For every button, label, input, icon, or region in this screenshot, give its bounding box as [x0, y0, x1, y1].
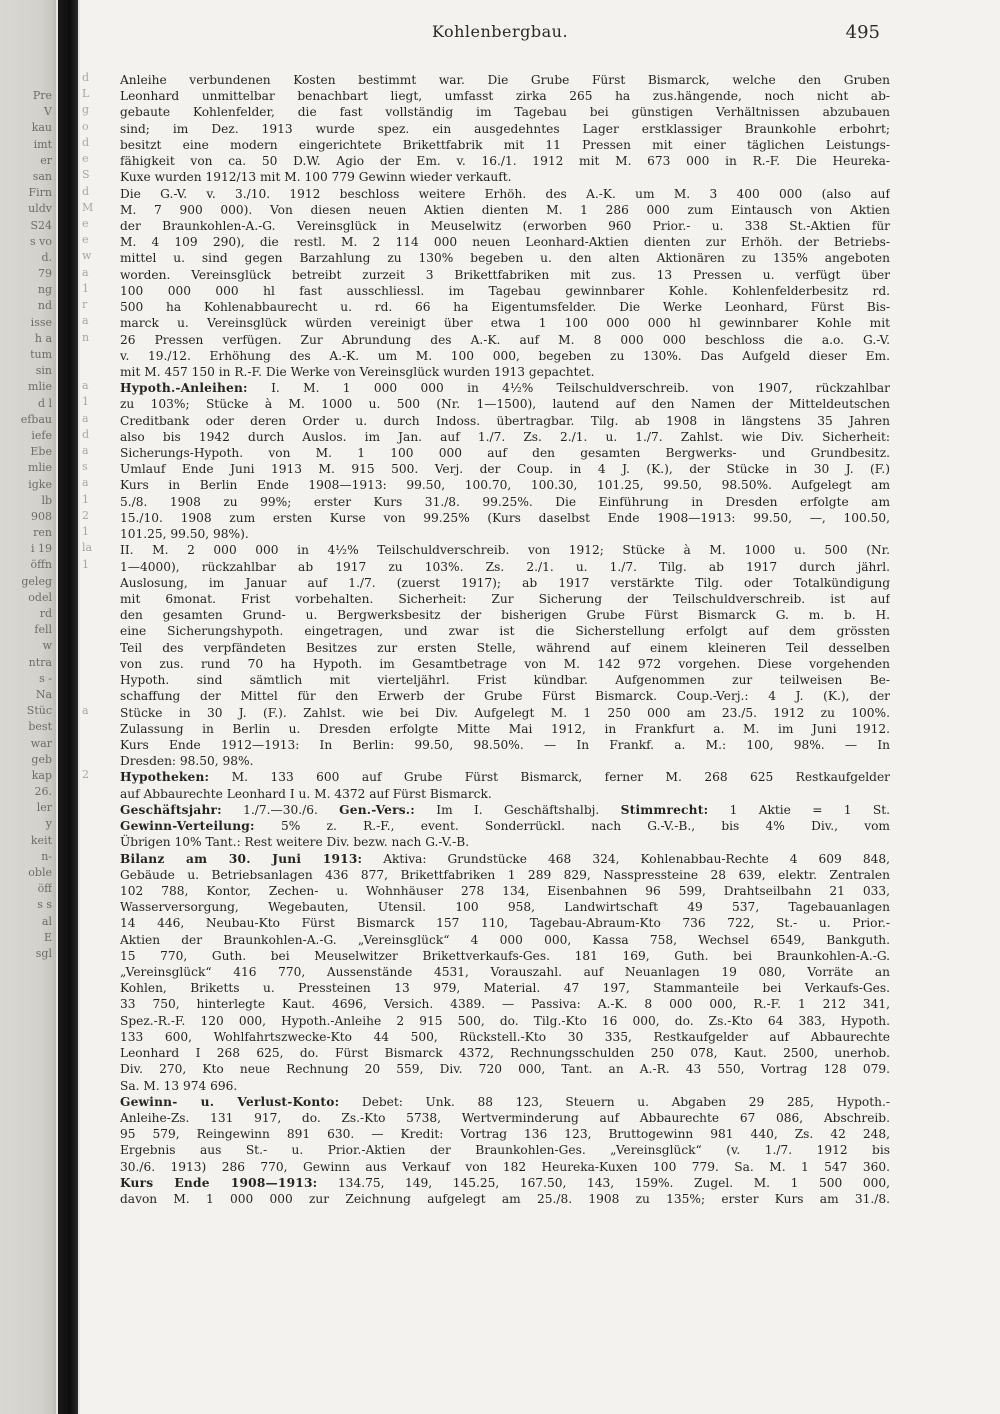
text-line: 26 Pressen verfügen. Zur Abrundung des A.-K. auf M. 8 000 000 beschloss die a.o. G.-V.: [120, 332, 890, 347]
ghost-fragment: ntra: [28, 655, 52, 669]
margin-fragment: o: [82, 119, 89, 133]
page-number: 495: [845, 22, 880, 43]
margin-fragment: [82, 1140, 118, 1156]
margin-fragment: a: [82, 476, 89, 490]
text-line: 133 600, Wohlfahrtszwecke-Kto 44 500, Rückstell.-Kto 30 335, Restkaufgelder auf Abbaurechte: [120, 1029, 890, 1044]
text-line: Gewinn- u. Verlust-Konto: Debet: Unk. 88 123, Steuern u. Abgaben 29 285, Hypoth.-: [120, 1094, 890, 1109]
ghost-fragment: geb: [31, 752, 52, 766]
text-line: Sa. M. 13 974 696.: [120, 1078, 238, 1093]
margin-fragment: [82, 832, 118, 848]
margin-fragment: [82, 1124, 118, 1140]
margin-fragment: [82, 913, 118, 929]
ghost-fragment: igke: [28, 477, 52, 491]
text-line: 500 ha Kohlenabbaurecht u. rd. 66 ha Eigentumsfelder. Die Werke Leonhard, Fürst Bis-: [120, 300, 890, 315]
text-line: M. 7 900 000). Von diesen neuen Aktien dienten M. 1 286 000 zum Eintausch von Aktien: [120, 202, 890, 217]
ghost-fragment: n-: [41, 849, 52, 863]
text-line: Ergebnis aus St.- u. Prior.-Aktien der Braunkohlen-Ges. „Vereinsglück“ (v. 1./7. 1912 bis: [120, 1143, 890, 1158]
text-line: Div. 270, Kto neue Rechnung 20 559, Div. 720 000, Tant. an A.-R. 43 550, Vortrag 128 079.: [120, 1062, 890, 1077]
margin-fragment: [82, 362, 118, 378]
margin-fragment: [82, 994, 118, 1010]
margin-fragment: M: [82, 200, 94, 214]
text-line: 95 579, Reingewinn 891 630. — Kredit: Vortrag 136 123, Bruttogewinn 981 440, Zs. 42 248,: [120, 1127, 890, 1142]
text-line: 15./10. 1908 zum ersten Kurse von 99.25% (Kurs daselbst Ende 1908—1913: 99.50, —, 100.50,: [120, 510, 890, 525]
margin-fragment: w: [82, 249, 92, 263]
ghost-fragment: kau: [31, 121, 52, 135]
margin-fragment: e: [82, 233, 89, 247]
margin-fragment: g: [82, 103, 90, 117]
margin-fragment: a: [82, 703, 89, 717]
ghost-fragment: sin: [35, 364, 52, 378]
text-line: Umlauf Ende Juni 1913 M. 915 500. Verj. der Coup. in 4 J. (K.), der Stücke in 30 J. (F.): [120, 462, 890, 477]
text-line: sind; im Dez. 1913 wurde spez. ein ausgedehntes Lager erstklassiger Braunkohle erbohrt;: [120, 121, 890, 136]
ghost-fragment: Pre: [32, 89, 52, 102]
ghost-fragment: s -: [39, 671, 52, 685]
text-line: eine Sicherungshypoth. eingetragen, und zwar ist die Sicherstellung erfolgt auf dem grössten: [120, 624, 890, 639]
text-line: 1—4000), rückzahlbar ab 1917 zu 103%. Zs. 2./1. u. 1./7. Tilg. ab 1917 durch jährl.: [120, 559, 890, 574]
text-line: Auslosung, im Januar auf 1./7. (zuerst 1917); ab 1917 verstärkte Tilg. oder Totalkündigung: [120, 575, 890, 590]
ghost-fragment: öff: [37, 882, 52, 896]
margin-fragment: [82, 735, 118, 751]
text-line: Kuxe wurden 1912/13 mit M. 100 779 Gewinn wieder verkauft.: [120, 170, 512, 185]
text-line: den gesamten Grund- u. Bergwerksbesitz der bisherigen Grube Fürst Bismarck G. m. b. H.: [120, 608, 890, 623]
text-line: Leonhard unmittelbar benachbart liegt, umfasst zirka 265 ha zus.hängende, noch nicht ab-: [120, 89, 890, 104]
margin-fragment: 1: [82, 281, 89, 295]
text-line: II. M. 2 000 000 in 4½% Teilschuldverschreib. von 1912; Stücke à M. 1000 u. 500 (Nr.: [120, 543, 890, 558]
ghost-fragment: oble: [28, 866, 52, 879]
margin-fragment: d: [82, 427, 90, 441]
margin-fragment: [82, 800, 118, 816]
ghost-fragment: ren: [33, 526, 52, 540]
text-line: mit M. 457 150 in R.-F. Die Werke von Vereinsglück wurden 1913 gepachtet.: [120, 364, 595, 379]
text-line: Anleihe-Zs. 131 917, do. Zs.-Kto 5738, Wertverminderung auf Abbaurechte 67 086, Abschreib.: [120, 1111, 890, 1125]
body-text: [120, 72, 890, 1207]
ghost-fragment: keit: [30, 833, 52, 847]
ghost-fragment: fell: [34, 623, 52, 637]
ghost-fragment: iefe: [31, 428, 52, 442]
ghost-fragment: imt: [33, 137, 52, 151]
ghost-fragment: d.: [41, 250, 52, 264]
ghost-fragment: w: [42, 639, 52, 653]
text-line: Teil des verpfändeten Besitzes zur ersten Stelle, während auf einem kleineren Teil desselben: [120, 640, 890, 655]
margin-fragment: a: [82, 265, 89, 279]
ghost-fragment: kap: [31, 768, 52, 782]
text-line: Die G.-V. v. 3./10. 1912 beschloss weitere Erhöh. des A.-K. um M. 3 400 000 (also auf: [120, 186, 890, 201]
adjacent-page-bleed-text: [2, 88, 52, 962]
margin-fragment: [82, 573, 118, 589]
text-line: Sicherungs-Hypoth. von M. 1 100 000 auf den gesamten Bergwerks- und Grundbesitz.: [120, 446, 890, 461]
margin-fragment: a: [82, 444, 89, 458]
text-line: Aktien der Braunkohlen-A.-G. „Vereinsglück“ 4 000 000, Kassa 758, Wechsel 6549, Bankguth.: [120, 932, 890, 947]
text-line: v. 19./12. Erhöhung des A.-K. um M. 100 000, begeben zu 130%. Das Aufgeld dieser Em.: [120, 348, 890, 363]
left-margin-fragments: [82, 70, 118, 1189]
margin-fragment: a: [82, 411, 89, 425]
text-line: M. 4 109 290), die restl. M. 2 114 000 neuen Leonhard-Aktien dienten zur Erhöh. der Betriebs-: [120, 235, 890, 250]
margin-fragment: [82, 638, 118, 654]
margin-fragment: 2: [82, 768, 89, 782]
margin-fragment: [82, 670, 118, 686]
ghost-fragment: uldv: [28, 202, 52, 216]
text-line: also bis 1942 durch Auslos. im Jan. auf 1./7. Zs. 2./1. u. 1./7. Zahlst. wie Div. Sicherheit:: [120, 429, 890, 444]
margin-fragment: L: [82, 87, 90, 101]
ghost-fragment: Na: [35, 687, 52, 701]
text-line: Hypoth.-Anleihen: I. M. 1 000 000 in 4½% Teilschuldverschreib. von 1907, rückzahlbar: [120, 381, 890, 396]
text-line: 30./6. 1913) 286 770, Gewinn aus Verkauf von 182 Heureka-Kuxen 100 779. Sa. M. 1 547 360.: [120, 1159, 890, 1174]
ghost-fragment: ng: [37, 283, 52, 297]
text-line: marck u. Vereinsglück würden vereinigt über etwa 1 100 000 000 hl gewinnbarer Kohle mit: [120, 316, 890, 331]
margin-fragment: S: [82, 168, 90, 182]
text-line: 33 750, hinterlegte Kaut. 4696, Versich. 4389. — Passiva: A.-K. 8 000 000, R.-F. 1 212 341,: [120, 997, 890, 1012]
margin-fragment: la: [82, 541, 93, 555]
margin-fragment: d: [82, 135, 90, 149]
margin-fragment: [82, 654, 118, 670]
running-title: Kohlenbergbau.: [431, 22, 569, 41]
ghost-fragment: S24: [30, 218, 52, 232]
margin-fragment: a: [82, 314, 89, 328]
ghost-fragment: al: [41, 914, 52, 928]
ghost-fragment: efbau: [20, 412, 52, 426]
margin-fragment: e: [82, 216, 89, 230]
text-line: Gewinn-Verteilung: 5% z. R.-F., event. Sonderrückl. nach G.-V.-B., bis 4% Div., vom: [120, 819, 890, 834]
margin-fragment: [82, 865, 118, 881]
ghost-fragment: 908: [31, 509, 52, 523]
text-line: Zulassung in Berlin u. Dresden erfolgte Mitte Mai 1912, in Frankfurt a. M. im Juni 1912.: [120, 721, 890, 736]
margin-fragment: [82, 1043, 118, 1059]
margin-fragment: 2: [82, 508, 89, 522]
margin-fragment: [82, 346, 118, 362]
ghost-fragment: s s: [37, 898, 52, 912]
ghost-fragment: E: [43, 930, 52, 944]
margin-fragment: [82, 605, 118, 621]
ghost-fragment: y: [45, 817, 52, 831]
text-line: Dresden: 98.50, 98%.: [120, 754, 254, 769]
ghost-fragment: 79: [38, 267, 52, 281]
ghost-fragment: öffn: [30, 558, 52, 572]
margin-fragment: [82, 784, 118, 800]
margin-fragment: [82, 621, 118, 637]
text-line: Creditbank oder deren Order u. durch Indoss. übertragbar. Tilg. ab 1908 in längstens 35 Jahren: [120, 413, 890, 428]
margin-fragment: [82, 1173, 118, 1189]
margin-fragment: [82, 897, 118, 913]
page-header: [120, 22, 880, 52]
margin-fragment: [82, 1108, 118, 1124]
margin-fragment: a: [82, 379, 89, 393]
text-line: gebaute Kohlenfelder, die fast vollständig im Tagebau bei günstigen Verhältnissen abzubauen: [120, 105, 890, 120]
ghost-fragment: er: [40, 153, 52, 167]
text-line: worden. Vereinsglück betreibt zurzeit 3 Brikettfabriken mit zus. 13 Pressen u. verfügt über: [120, 267, 890, 282]
text-line: Hypotheken: M. 133 600 auf Grube Fürst Bismarck, ferner M. 268 625 Restkaufgelder: [120, 770, 890, 785]
book-spine-shadow: [58, 0, 78, 1414]
margin-fragment: [82, 1059, 118, 1075]
margin-fragment: [82, 1011, 118, 1027]
ghost-fragment: rd: [39, 607, 52, 620]
text-line: 15 770, Guth. bei Meuselwitzer Brikettverkaufs-Ges. 181 169, Guth. bei Braunkohlen-A.-G.: [120, 948, 890, 963]
margin-fragment: [82, 589, 118, 605]
ghost-fragment: odel: [28, 590, 52, 604]
margin-fragment: [82, 1157, 118, 1173]
margin-fragment: [82, 946, 118, 962]
margin-fragment: [82, 1076, 118, 1092]
text-line: Anleihe verbundenen Kosten bestimmt war. Die Grube Fürst Bismarck, welche den Gruben: [120, 73, 890, 87]
ghost-fragment: best: [28, 720, 52, 734]
text-line: Leonhard I 268 625, do. Fürst Bismarck 4372, Rechnungsschulden 250 078, Kaut. 2500, unerhob.: [120, 1046, 890, 1061]
ghost-fragment: i 19: [30, 542, 52, 556]
ghost-fragment: Stüc: [26, 704, 52, 718]
margin-fragment: [82, 751, 118, 767]
text-line: Kurs Ende 1912—1913: In Berlin: 99.50, 98.50%. — In Frankf. a. M.: 100, 98%. — In: [120, 737, 890, 752]
text-line: zu 103%; Stücke à M. 1000 u. 500 (Nr. 1—1500), lautend auf den Namen der Mitteldeutschen: [120, 397, 890, 412]
ghost-fragment: isse: [30, 315, 52, 329]
text-line: Stücke in 30 J. (F.). Zahlst. wie bei Div. Aufgelegt M. 1 250 000 am 23./5. 1912 zu 100%.: [120, 705, 890, 720]
margin-fragment: [82, 978, 118, 994]
text-line: auf Abbaurechte Leonhard I u. M. 4372 auf Fürst Bismarck.: [120, 786, 492, 801]
margin-fragment: n: [82, 330, 90, 344]
margin-fragment: [82, 962, 118, 978]
text-line: Kurs in Berlin Ende 1908—1913: 99.50, 100.70, 100.30, 101.25, 99.50, 98.50%. Aufgelegt am: [120, 478, 890, 493]
margin-fragment: 1: [82, 395, 89, 409]
ghost-fragment: lb: [41, 493, 52, 507]
ghost-fragment: sgl: [35, 946, 52, 960]
text-line: Kohlen, Briketts u. Pressteinen 13 979, Material. 47 197, Stammanteile bei Verkaufs-Ges.: [120, 981, 890, 996]
text-line: davon M. 1 000 000 zur Zeichnung aufgelegt am 25./8. 1908 zu 135%; erster Kurs am 31./8.: [120, 1192, 890, 1207]
text-line: Gebäude u. Betriebsanlagen 436 877, Brikettfabriken 1 289 829, Nasspressteine 28 639, elektr. Zentralen: [120, 867, 890, 882]
margin-fragment: 1: [82, 525, 89, 539]
text-line: Geschäftsjahr: 1./7.—30./6. Gen.-Vers.: Im I. Geschäftshalbj. Stimmrecht: 1 Aktie = 1 St.: [120, 802, 890, 817]
margin-fragment: 1: [82, 492, 89, 506]
ghost-fragment: Ebe: [30, 445, 52, 459]
ghost-fragment: ler: [36, 801, 52, 815]
text-line: 14 446, Neubau-Kto Fürst Bismarck 157 110, Tagebau-Abraum-Kto 736 722, St.- u. Prior.-: [120, 916, 890, 931]
adjacent-page-edge: [0, 0, 56, 1414]
ghost-fragment: mlie: [28, 380, 52, 394]
margin-fragment: [82, 686, 118, 702]
ghost-fragment: s vo: [30, 234, 52, 248]
margin-fragment: [82, 881, 118, 897]
text-line: 5./8. 1908 zu 99%; erster Kurs 31./8. 99.25%. Die Einführung in Dresden erfolgte am: [120, 494, 890, 509]
margin-fragment: [82, 930, 118, 946]
text-line: besitzt eine modern eingerichtete Brikettfabrik mit 11 Pressen mit einer täglichen Leistungs-: [120, 137, 890, 152]
text-line: Kurs Ende 1908—1913: 134.75, 149, 145.25, 167.50, 143, 159%. Zugel. M. 1 500 000,: [120, 1175, 890, 1190]
text-line: Wasserversorgung, Wegebauten, Utensil. 100 958, Landwirtschaft 49 537, Tagebauanlagen: [120, 900, 890, 915]
margin-fragment: d: [82, 184, 90, 198]
margin-fragment: [82, 1027, 118, 1043]
margin-fragment: s: [82, 460, 88, 474]
ghost-fragment: Firn: [28, 186, 52, 200]
text-line: von zus. rund 70 ha Hypoth. im Gesamtbetrage von M. 142 972 vorgehen. Diese vorgehenden: [120, 656, 890, 671]
text-line: Spez.-R.-F. 120 000, Hypoth.-Anleihe 2 915 500, do. Tilg.-Kto 16 000, do. Zs.-Kto 64 383, Hypoth.: [120, 1013, 890, 1028]
ghost-fragment: V: [44, 105, 52, 119]
ghost-fragment: geleg: [21, 574, 52, 588]
margin-fragment: [82, 816, 118, 832]
margin-fragment: r: [82, 298, 88, 312]
margin-fragment: [82, 849, 118, 865]
text-line: 101.25, 99.50, 98%).: [120, 527, 249, 542]
margin-fragment: [82, 1092, 118, 1108]
margin-fragment: 1: [82, 557, 89, 571]
ghost-fragment: war: [30, 736, 52, 750]
text-line: „Vereinsglück“ 416 770, Aussenstände 4531, Vorauszahl. auf Neuanlagen 19 080, Vorräte an: [120, 965, 890, 980]
text-line: 100 000 000 hl fast ausschliessl. im Tagebau gewinnbarer Kohle. Kohlenfelderbesitz rd.: [120, 283, 890, 298]
ghost-fragment: d l: [37, 396, 52, 410]
ghost-fragment: nd: [37, 299, 52, 313]
ghost-fragment: tum: [30, 348, 52, 361]
ghost-fragment: san: [32, 169, 52, 183]
margin-fragment: e: [82, 152, 89, 166]
text-line: Übrigen 10% Tant.: Rest weitere Div. bezw. nach G.-V.-B.: [120, 835, 470, 850]
text-line: 102 788, Kontor, Zechen- u. Wohnhäuser 278 134, Eisenbahnen 96 599, Drahtseilbahn 21 033,: [120, 883, 890, 898]
text-line: Hypoth. sind sämtlich mit vierteljährl. Frist kündbar. Aufgenommen zur teilweisen Be-: [120, 673, 890, 688]
text-line: Bilanz am 30. Juni 1913: Aktiva: Grundstücke 468 324, Kohlenabbau-Rechte 4 609 848,: [120, 851, 890, 866]
ghost-fragment: mlie: [28, 461, 52, 475]
text-line: der Braunkohlen-A.-G. Vereinsglück in Meuselwitz (erworben 960 Prior.- u. 338 St.-Aktien für: [120, 218, 890, 233]
margin-fragment: d: [82, 71, 90, 84]
ghost-fragment: h a: [34, 331, 52, 345]
ghost-fragment: 26.: [34, 785, 52, 799]
margin-fragment: [82, 719, 118, 735]
text-line: fähigkeit von ca. 50 D.W. Agio der Em. v. 16./1. 1912 mit M. 673 000 in R.-F. Die Heureka-: [120, 154, 890, 169]
text-line: schaffung der Mittel für den Erwerb der Grube Fürst Bismarck. Coup.-Verj.: 4 J. (K.), der: [120, 689, 890, 704]
text-line: mittel u. sind gegen Barzahlung zu 130% begeben u. den alten Aktionären zu 135% angeboten: [120, 251, 890, 266]
text-line: mit 6monat. Frist vorbehalten. Sicherheit: Zur Sicherung der Teilschuldverschreib. ist auf: [120, 592, 890, 606]
